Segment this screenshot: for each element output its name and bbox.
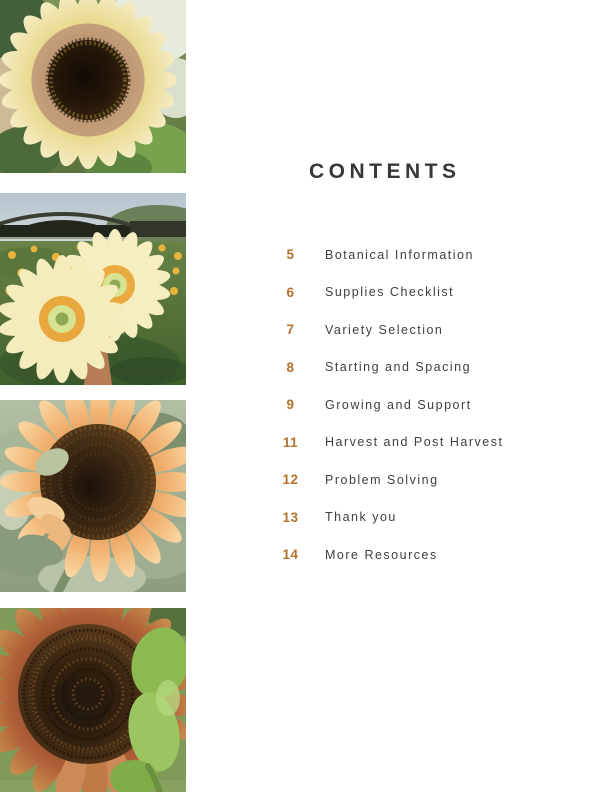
toc-item-supplies-checklist[interactable] <box>281 274 503 312</box>
toc-page-number: 7 <box>286 322 295 338</box>
toc-item-label: Botanical Information <box>325 247 474 262</box>
toc-page-number: 6 <box>286 284 295 300</box>
toc-item-label: Harvest and Post Harvest <box>325 435 504 450</box>
toc-item-label: Variety Selection <box>325 322 444 337</box>
sunflower-photo-1 <box>0 0 186 173</box>
toc-page-number: 11 <box>282 434 299 450</box>
toc-page-number: 9 <box>286 397 295 413</box>
toc-item-label: Thank you <box>325 510 397 525</box>
toc-page-number: 5 <box>286 247 295 263</box>
toc-item-label: Problem Solving <box>325 472 439 487</box>
toc-page-number: 8 <box>286 359 295 375</box>
toc-list <box>281 236 503 574</box>
toc-item-label: Growing and Support <box>325 397 472 412</box>
toc-item-label: Starting and Spacing <box>325 360 472 375</box>
toc-item-label: Supplies Checklist <box>325 285 455 300</box>
sunflower-photo-2 <box>0 193 186 385</box>
toc-page-number: 14 <box>282 547 299 563</box>
photo-column <box>0 0 186 792</box>
toc-item-label: More Resources <box>325 547 438 562</box>
sunflower-photo-3 <box>0 400 186 592</box>
toc-item-thank-you[interactable] <box>281 499 503 537</box>
toc-page-number: 13 <box>282 509 299 525</box>
toc-item-more-resources[interactable] <box>281 536 503 574</box>
toc-item-problem-solving[interactable] <box>281 461 503 499</box>
contents-heading: CONTENTS <box>309 160 461 183</box>
toc-item-harvest-and-post-harvest[interactable] <box>281 424 503 462</box>
toc-item-botanical-information[interactable] <box>281 236 503 274</box>
sunflower-photo-4 <box>0 608 186 792</box>
toc-item-growing-and-support[interactable] <box>281 386 503 424</box>
toc-item-starting-and-spacing[interactable] <box>281 349 503 387</box>
toc-page-number: 12 <box>282 472 299 488</box>
toc-item-variety-selection[interactable] <box>281 311 503 349</box>
